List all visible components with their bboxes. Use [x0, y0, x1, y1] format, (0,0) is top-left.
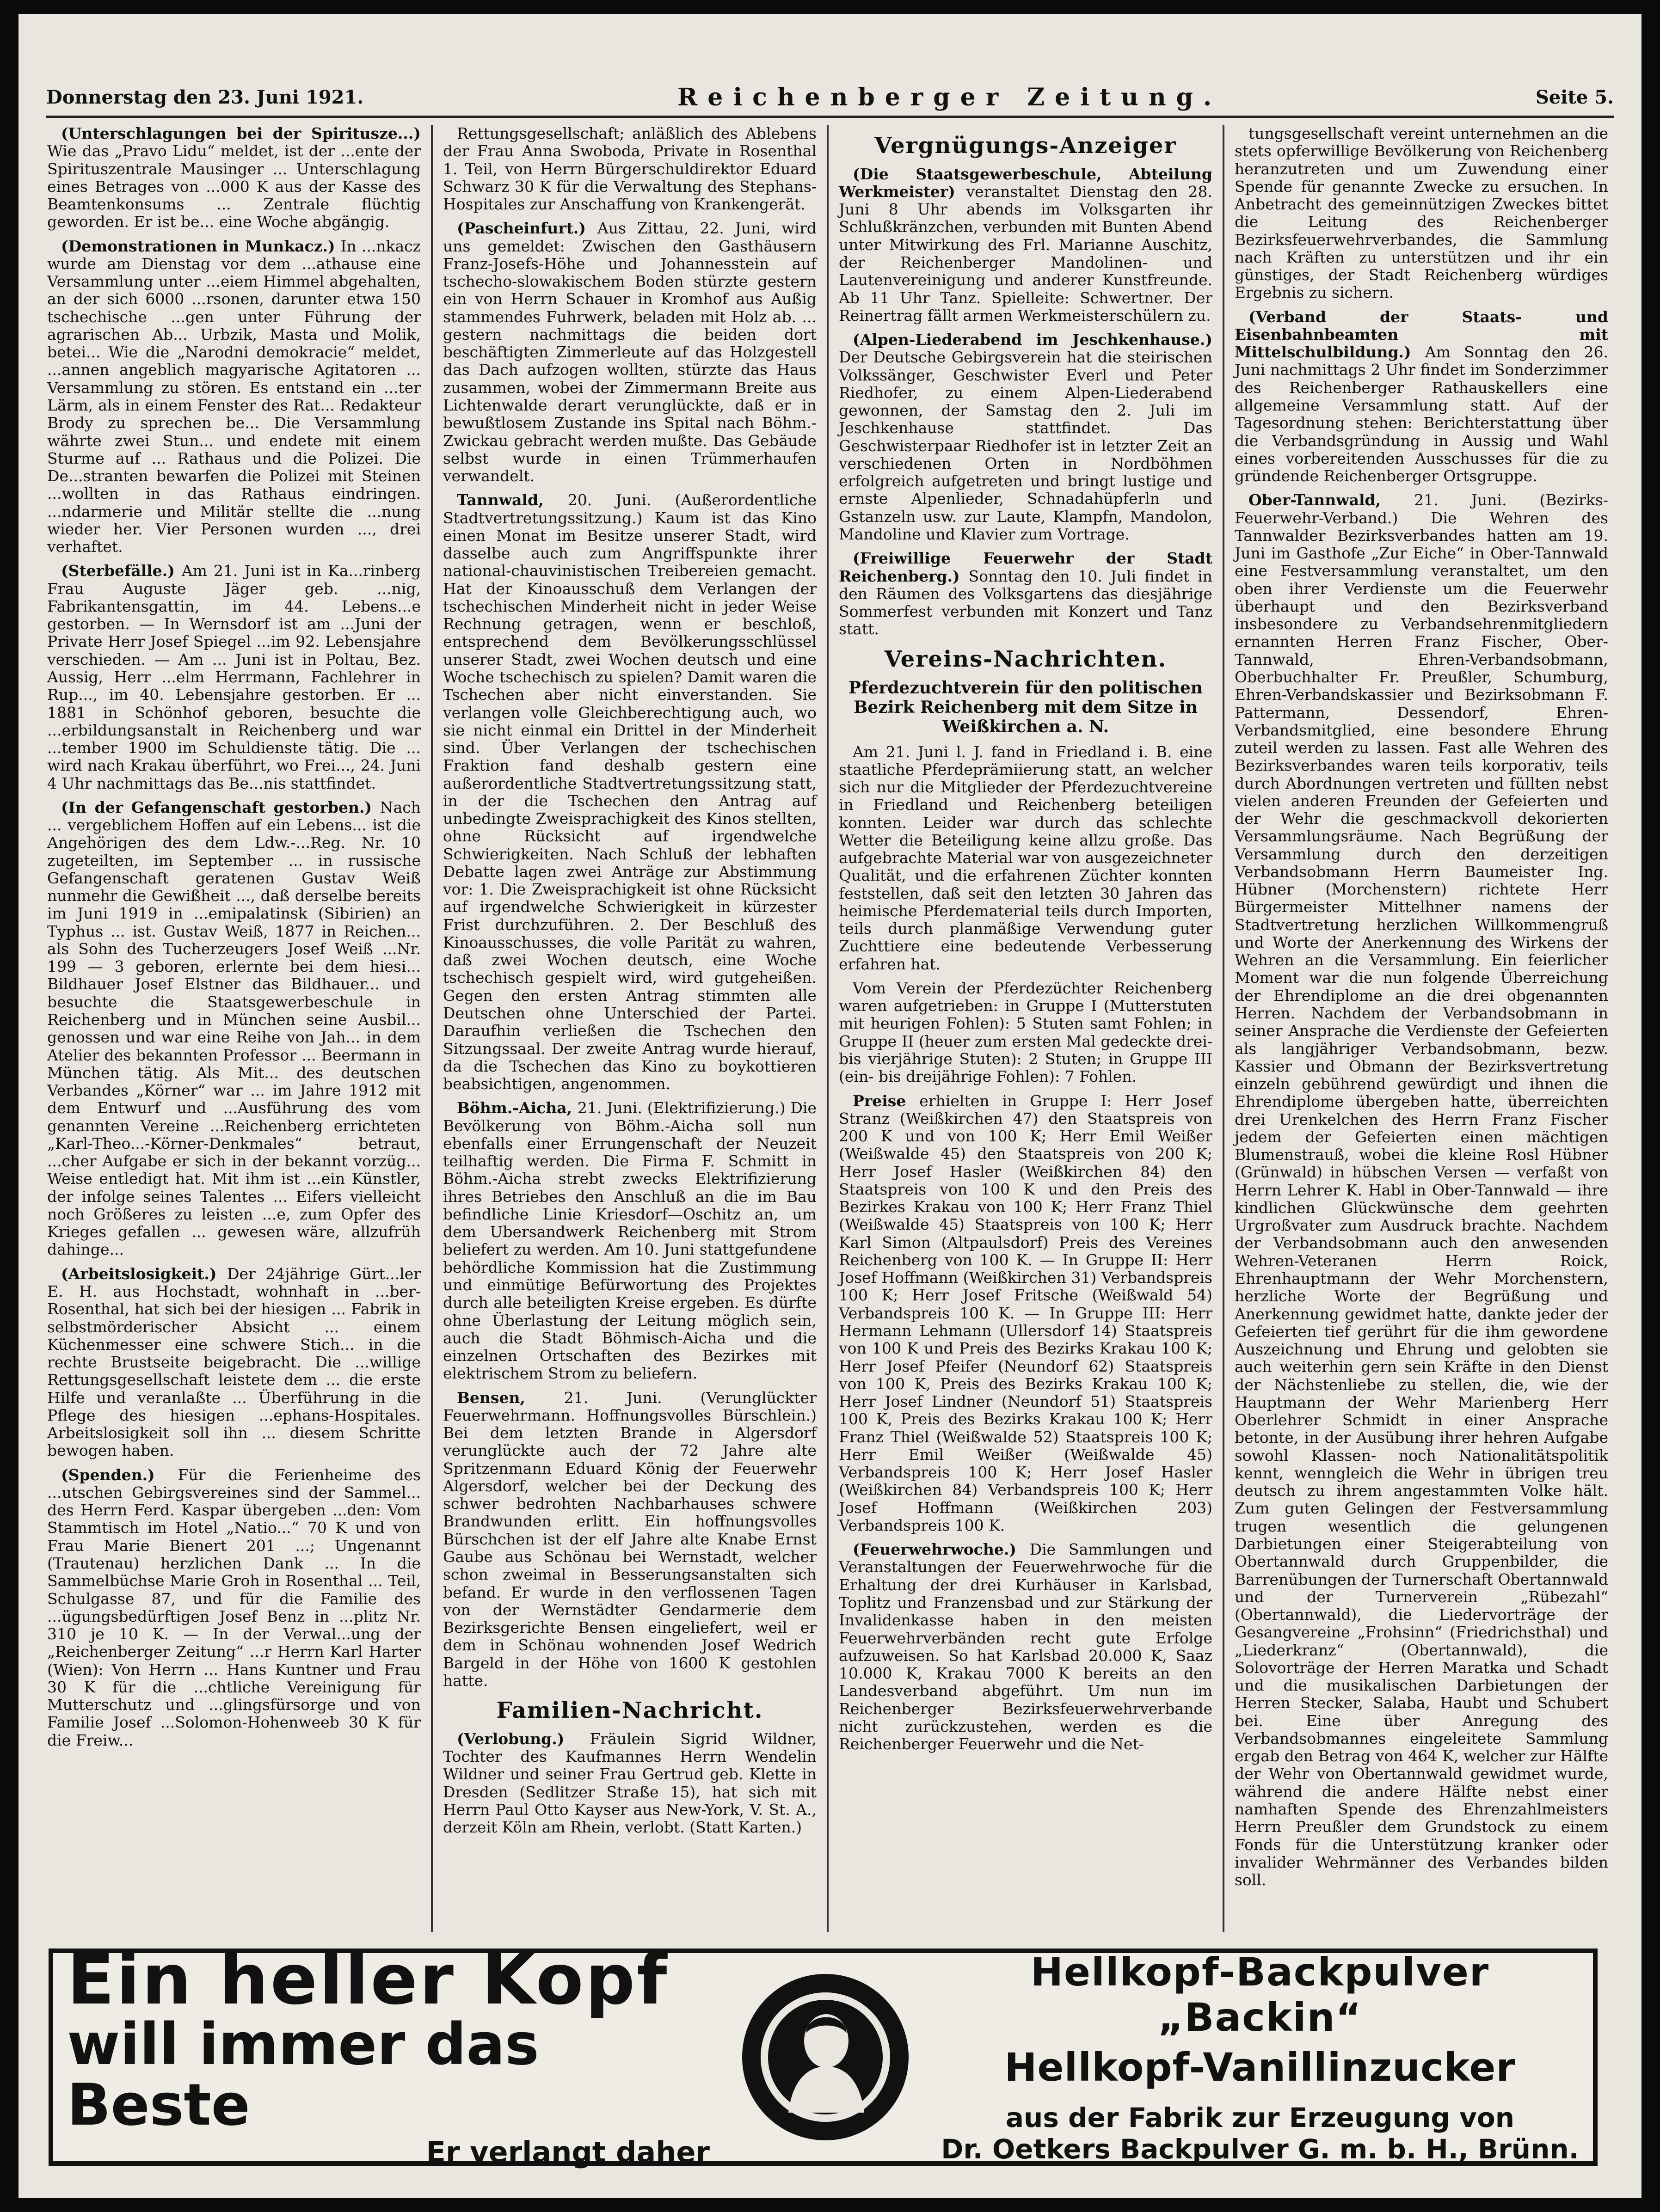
article-paragraph [47, 1265, 421, 1460]
column-4 [1224, 125, 1618, 1932]
article-keyword: (Feuerwehrwoche.) [853, 1540, 1030, 1559]
article-text: Aus Zittau, 22. Juni, wird uns gemeldet: Zwischen den Gasthäusern Franz-Josefs-Höhe und Johannesstein auf tschecho-slowakischem Boden stürzte gestern ein von Herrn Schauer in Kromhof aus Außig stammendes Fuhrwerk, beladen mit Holz ab. ... gestern nachmittags die beiden dort beschäftigten Zimmerleute auf das Holzgestell das Dach aufzogen wollten, stürzte das Haus zusammen, wobei der Zimmermann Breite aus Lichtenwalde derart verunglückte, daß er in bewußtlosem Zustande ins Spital nach Böhm.-Zwickau gebracht werden mußte. Das Gebäude selbst wurde in einen Trümmerhaufen verwandelt. [443, 219, 817, 485]
article-keyword: (Demonstrationen in Munkacz.) [61, 237, 341, 255]
header-date: Donnerstag den 23. Juni 1921. [46, 86, 364, 108]
article-paragraph [47, 562, 421, 792]
article-paragraph [839, 331, 1212, 543]
article-text: 21. Juni. (Elektrifizierung.) Die Bevölkerung von Böhm.-Aicha soll nun ebenfalls einer Errungenschaft der Neuzeit teilhaftig werden. Die Firma F. Schmitt in Böhm.-Aicha strebt zwecks Elektrifizierung ihres Betriebes den Anschluß an die im Bau befindliche Linie Kriesdorf—Oschitz an, um dem Ubersandwerk Reichenberg mit Strom beliefert zu werden. Am 10. Juni stattgefundene behördliche Kommission hat die Zustimmung und einmütige Befürwortung des Projektes durch alle beteiligten Kreise ergeben. Es dürfte ohne Überlastung der Leitung möglich sein, auch die Stadt Böhmisch-Aicha und die einzelnen Ortschaften des Bezirkes mit elektrischem Strom zu beliefern. [443, 1099, 817, 1383]
article-paragraph [839, 1541, 1212, 1753]
article-paragraph [839, 1092, 1212, 1535]
ad-product-backpulver: Hellkopf-Backpulver „Backin“ [1030, 1949, 1490, 2040]
article-text: In ...nkacz wurde am Dienstag vor dem ...athause eine Versammlung unter ...eiem Himmel abgehalten, an der sich 6000 ...rsonen, darunter etwa 150 tschechische ...gen unter Führung der agrarischen Ab... Urbzik, Masta und Molik, betei... Wie die „Narodni demokracie“ meldet, ...annen angeblich magyarische Agitatoren ... Versammlung zu stören. Es entstand ein ...ter Lärm, als in einem Fenster des Rat... Redakteur Brody zu sprechen be... Die Versammlung währte zwei Stun... und endete mit einem Sturme auf ... Rathaus und die Polizei. Die De...stranten bewarfen die Polizei mit Steinen ...wollten in das Rathaus eindringen. ...ndarmerie und Militär stellte die ...nung wieder her. Vier Personen wurden ..., drei verhaftet. [47, 237, 421, 556]
article-paragraph [839, 980, 1212, 1086]
ad-slogan-line-2: will immer das Beste [67, 2011, 539, 2138]
column-3 [829, 125, 1224, 1932]
article-text: Sonntag den 10. Juli findet in den Räumen des Volksgartens das diesjährige Sommerfest verbunden mit Konzert und Tanz statt. [839, 567, 1212, 638]
newspaper-page [18, 14, 1642, 2198]
section-heading: Vereins-Nachrichten. [884, 646, 1167, 672]
article-keyword: (Die Staatsgewerbeschule, Abteilung Werkmeister) [839, 165, 1212, 201]
article-text: tungsgesellschaft vereint unternehmen an die stets opferwillige Bevölkerung von Reichenberg heranzutreten und um Zuwendung einer Spende für genannte Zwecke zu ersuchen. In Anbetracht des gemeinnützigen Zweckes bittet die Leitung des Reichenberger Bezirksfeuerwehrverbandes, die Sammlung nach Kräften zu unterstützen und ihr ein günstiges, der Stadt Reichenberg würdiges Ergebnis zu sichern. [1235, 125, 1608, 302]
ad-slogan-line-3: Er verlangt daher [426, 2135, 710, 2169]
advertisement-oetker [49, 1940, 1598, 2169]
article-text: Am 21. Juni l. J. fand in Friedland i. B. eine staatliche Pferdeprämiierung statt, an welcher sich nur die Mitglieder der Pferdezuchtvereine in Friedland und Reichenberg beteiligen konnten. Leider war durch das schlechte Wetter die Beteiligung keine allzu große. Das aufgebrachte Material war von ausgezeichneter Qualität, und die erfahrenen Züchter konnten feststellen, daß seit den letzten 30 Jahren das heimische Pferdematerial teils durch Importen, teils durch planmäßige Verwendung guter Zuchttiere eine bedeutende Verbesserung erfahren hat. [839, 742, 1212, 973]
section-heading: Vergnügungs-Anzeiger [874, 133, 1177, 159]
article-paragraph [443, 220, 817, 485]
ad-slogan-line-1: Ein heller Kopf [67, 1940, 669, 2021]
article-keyword: Bensen, [457, 1388, 564, 1407]
article-text: Am 21. Juni ist in Ka...rinberg Frau Auguste Jäger geb. ...nig, Fabrikantensgattin, im 44. Lebens...e gestorben. — In Wernsdorf ist am ...Juni der Private Herr Josef Spiegel ...im 92. Lebensjahre verschieden. — Am ... Juni ist in Poltau, Bez. Aussig, Herr ...elm Herrmann, Fachlehrer in Rup..., im 40. Lebensjahre gestorben. Er ... 1881 in Schönhof geboren, besuchte die ...erbildungsanstalt in Reichenberg und war ...tember 1900 im Schuldienste tätig. Die ... wird nach Krakau überführt, wo Frei..., 24. Juni 4 Uhr nachmittags das Be...nis stattfindet. [47, 562, 421, 792]
article-keyword: Preise [853, 1091, 920, 1110]
article-paragraph [1235, 308, 1608, 485]
article-paragraph [443, 1389, 817, 1690]
article-paragraph [443, 1730, 817, 1837]
article-text: Vom Verein der Pferdezüchter Reichenberg waren aufgetrieben: in Gruppe I (Mutterstuten mit heurigen Fohlen): 5 Stuten samt Fohlen; in Gruppe II (heuer zum ersten Mal gedeckte drei- bis vierjährige Stuten): 2 Stuten; in Gruppe III (ein- bis dreijährige Fohlen): 7 Fohlen. [839, 979, 1212, 1086]
article-keyword: (In der Gefangenschaft gestorben.) [61, 798, 380, 816]
ad-producer-line-1: aus der Fabrik zur Erzeugung von [1005, 2102, 1515, 2133]
article-paragraph [47, 238, 421, 556]
article-keyword: (Alpen-Liederabend im Jeschkenhause.) [853, 331, 1212, 349]
article-text: Nach ... vergeblichem Hoffen auf ein Lebens... ist die Angehörigen des dem Ldw.-...Reg. Nr. 10 zugeteilten, im September ... in russische Gefangenschaft geratenen Gustav Weiß nunmehr die Gewißheit ..., daß derselbe bereits im Juni 1919 in ...emipalatinsk (Sibirien) an Typhus ... ist. Gustav Weiß, 1877 in Reichen... als Sohn des Tucherzeugers Josef Weiß ...Nr. 199 — 3 geboren, erlernte bei dem hiesi... Bildhauer Josef Elstner das Bildhauer... und besuchte die Staatsgewerbeschule in Reichenberg und in München seine Ausbil... genossen und war eine Reihe von Jah... in dem Atelier des bekannten Professor ... Beermann in München tätig. Als Mit... des deutschen Verbandes „Körner“ war ... im Jahre 1912 mit dem Entwurf und ...Ausführung des vom genannten Vereine ...Reichenberg errichteten „Karl-Theo...-Körner-Denkmales“ betraut, ...cher Aufgabe er sich in der bekannt vorzüg... Weise entledigt hat. Mit ihm ist ...ein Künstler, der infolge seines Talentes ... Eifers vielleicht noch Größeres zu leisten ...e, zum Opfer des Krieges gefallen ... gewesen wäre, allzufrüh dahinge... [47, 798, 421, 1259]
article-text: 21. Juni. (Bezirks-Feuerwehr-Verband.) Die Wehren des Tannwalder Bezirksverbandes hatten am 19. Juni im Gasthofe „Zur Eiche“ in Ober-Tannwald eine Festversammlung veranstaltet, um den oben ihrer Verdienste um die Feuerwehr überhaupt und den Bezirksverband insbesondere zu Verbandsehrenmitgliedern ernannten Herren Franz Fischer, Ober-Tannwald, Ehren-Verbandsobmann, Oberbuchhalter Fr. Preußler, Schumburg, Ehren-Verbandskassier und Bezirksobmann F. Pattermann, Dessendorf, Ehren-Verbandsmitglied, eine besondere Ehrung zuteil werden zu lassen. Fast alle Wehren des Bezirksverbandes waren teils korporativ, teils durch Abordnungen vertreten und füllten nebst vielen anderen Freunden der Gefeierten und der Wehr die geschmackvoll dekorierten Versammlungsräume. Nach Begrüßung der Versammlung durch den derzeitigen Verbandsobmann Herrn Baumeister Ing. Hübner (Morchenstern) richtete Herr Bürgermeister Mittelhner namens der Stadtvertretung herzlichen Willkommengruß und Worte der Anerkennung des Wirkens der Wehren an die Versammlung. Ein feierlicher Moment war die nun folgende Überreichung der Ehrendiplome an die drei obgenannten Herren. Nachdem der Verbandsobmann in seiner Ansprache die Verdienste der Gefeierten als langjähriger Verbandsobmann, bezw. Kassier und Obmann der Bezirksvertretung einzeln gebührend gewürdigt und ihnen die Ehrendiplome übergeben hatte, überreichten drei Urenkelchen des Herrn Franz Fischer jedem der Gefeierten einen mächtigen Blumenstrauß, wobei die kleine Rosl Hübner (Grünwald) in hübschen Versen — verfaßt von Herrn Lehrer K. Habl in Ober-Tannwald — ihre kindlichen Glückwünsche dem geehrten Urgroßvater zum Ausdruck brachte. Nachdem der Verbandsobmann auch den anwesenden Wehren-Veteranen Herrn Roick, Ehrenhauptmann der Wehr Morchenstern, herzliche Worte der Begrüßung und Anerkennung gewidmet hatte, dankte jeder der Gefeierten tief gerührt für die ihm gewordene Auszeichnung und Ehrung und gelobten sie auch weiterhin gern sein Kräfte in den Dienst der Nächstenliebe zu stellen, die, wie der Hauptmann der Wehr Marienberg Herr Oberlehrer Schmidt in einer Ansprache betonte, in der Ausübung ihrer hehren Aufgabe sowohl Klassen- noch Nationalitätspolitik kennt, wenngleich die Wehr in übrigen treu deutsch zu ihrem angestammten Volke hält. Zum guten Gelingen der Festversammlung trugen wesentlich die gelungenen Darbietungen einer Steigerabteilung von Obertannwald durch Gruppenbilder, die Barrenübungen der Turnerschaft Obertannwald und der Turnerverein „Rübezahl“ (Obertannwald), die Liedervorträge der Gesangvereine „Frohsinn“ (Friedrichsthal) und „Liederkranz“ (Obertannwald), die Solovorträge der Herren Maratka und Schadt und die musikalischen Darbietungen der Herren Stecker, Salaba, Haubt und Schubert bei. Eine über Anregung des Verbandsobmannes eingeleitete Sammlung ergab den Betrag von 464 K, welcher zur Hälfte der Wehr von Obertannwald gewidmet wurde, während die andere Hälfte nebst einer namhaften Spende des Ehrenzahlmeisters Herrn Preußler dem Grundstock zu einem Fonds für die Unterstützung kranker oder invalider Wehrmänner des Verbandes bilden soll. [1235, 491, 1608, 1889]
article-paragraph [839, 550, 1212, 638]
article-paragraph [839, 165, 1212, 325]
article-keyword: Böhm.-Aicha, [457, 1099, 578, 1117]
article-columns [37, 125, 1618, 1932]
article-paragraph [1235, 125, 1608, 302]
header-page-number: Seite 5. [1535, 86, 1614, 108]
column-2 [433, 125, 829, 1932]
article-text: 20. Juni. (Außerordentliche Stadtvertretungssitzung.) Kaum ist das Kino einen Monat im Besitze unserer Stadt, wird dasselbe auch zum Angriffspunkte ihrer national-chauvinistischen Treibereien gemacht. Hat der Kinoausschuß dem Verlangen der tschechischen Minderheit nicht in jeder Weise Rechnung getragen, wenn er beschloß, entsprechend dem Bevölkerungsschlüssel unserer Stadt, zwei Wochen deutsch und eine Woche tschechisch zu spielen? Damit waren die Tschechen aber nicht einverstanden. Sie verlangen volle Gleichberechtigung auch, wo sie nicht einmal ein Drittel in der Minderheit sind. Über Verlangen der tschechischen Fraktion fand deshalb gestern eine außerordentliche Stadtvertretungssitzung statt, in der die Tschechen den Antrag auf unbedingte Zweisprachigkeit des Kinos stellten, ohne Rücksicht auf irgendwelche Schwierigkeiten. Nach Schluß der lebhaften Debatte lagen zwei Anträge zur Abstimmung vor: 1. Die Zweisprachigkeit ist ohne Rücksicht auf irgendwelche Schwierigkeit in kürzester Frist durchzuführen. 2. Der Beschluß des Kinoausschusses, die volle Parität zu wahren, daß zwei Wochen deutsch, eine Woche tschechisch gespielt wird, wird gutgeheißen. Gegen den ersten Antrag stimmten alle Deutschen ohne Unterschied der Partei. Daraufhin verließen die Tschechen den Sitzungssaal. Der zweite Antrag wurde hierauf, da die Tschechen das Kino zu boykottieren beabsichtigen, angenommen. [443, 491, 817, 1093]
article-keyword: (Sterbefälle.) [61, 562, 182, 580]
section-heading: Familien-Nachricht. [496, 1697, 763, 1724]
article-paragraph [443, 1099, 817, 1382]
ad-producer-line-2: Dr. Oetkers Backpulver G. m. b. H., Brünn. [941, 2133, 1579, 2165]
article-text: Die Sammlungen und Veranstaltungen der Feuerwehrwoche für die Erhaltung der drei Kurhäuser in Karlsbad, Toplitz und Franzensbad und zur Stärkung der Invalidenkasse haben in den meisten Feuerwehrverbänden recht gute Erfolge aufzuweisen. So hat Karlsbad 20.000 K, Saaz 10.000 K, Krakau 7000 K bereits an den Landesverband abgeführt. Um nun im Reichenberger Bezirksfeuerwehrverbande nicht zurückzustehen, werden es die Reichenberger Feuerwehr und die Net- [839, 1540, 1212, 1753]
article-text: Rettungsgesellschaft; anläßlich des Ablebens der Frau Anna Swoboda, Private in Rosenthal 1. Teil, von Herrn Bürgerschuldirektor Eduard Schwarz 30 K für die Verwaltung des Stephans-Hospitales zur Anschaffung von Krankengerät. [443, 125, 817, 214]
article-text: Fräulein Sigrid Wildner, Tochter des Kaufmannes Herrn Wendelin Wildner und seiner Frau Gertrud geb. Klette in Dresden (Sedlitzer Straße 15), hat sich mit Herrn Paul Otto Kayser aus New-York, V. St. A., derzeit Köln am Rhein, verlobt. (Statt Karten.) [443, 1729, 817, 1837]
article-text: Der Deutsche Gebirgsverein hat die steirischen Volkssänger, Geschwister Everl und Peter Riedhofer, zu einem Alpen-Liederabend gewonnen, der Samstag den 2. Juli im Jeschkenhause stattfindet. Das Geschwisterpaar Riedhofer ist in letzter Zeit an verschiedenen Orten in Nordböhmen erfolgreich aufgetreten und bringt lustige und ernste Alpenlieder, Schnadahüpferln und Gstanzeln usw. zur Laute, Klampfn, Mandolon, Mandoline und Klavier zum Vortrage. [839, 348, 1212, 543]
ad-product-vanillinzucker: Hellkopf-Vanillinzucker [1004, 2045, 1516, 2090]
article-keyword: Tannwald, [457, 491, 568, 509]
article-paragraph [47, 799, 421, 1259]
article-text: Der 24jährige Gürt...ler E. H. aus Hochstadt, wohnhaft in ...ber-Rosenthal, hat sich bei der hiesigen ... Fabrik in selbstmörderischer Absicht ... einem Küchenmesser eine schwere Stich... in die rechte Brustseite beigebracht. Die ...willige Rettungsgesellschaft leistete dem ... die erste Hilfe und veranlaßte ... Überführung in die Pflege des hiesigen ...ephans-Hospitales. Arbeitslosigkeit soll ihn ... diesem Schritte bewogen haben. [47, 1264, 421, 1460]
article-keyword: Ober-Tannwald, [1248, 491, 1414, 509]
article-text: Am Sonntag den 26. Juni nachmittags 2 Uhr findet im Sonderzimmer des Reichenberger Rathauskellers eine allgemeine Versammlung statt. Auf der Tagesordnung stehen: Berichterstattung über die Verbandsgründung in Aussig und Wahl eines vorbereitenden Ausschusses für die zu gründende Reichenberger Ortsgruppe. [1235, 343, 1608, 485]
article-keyword: (Pascheinfurt.) [457, 219, 597, 238]
article-keyword: (Unterschlagungen bei der Spiritusze...) [61, 125, 421, 142]
article-keyword: (Verband der Staats- und Eisenbahnbeamten mit Mittelschulbildung.) [1235, 307, 1608, 362]
article-paragraph [47, 1466, 421, 1749]
sub-heading: Pferdezuchtverein für den politischen Bezirk Reichenberg mit dem Sitze in Weißkirchen a. N. [848, 678, 1203, 736]
article-text: veranstaltet Dienstag den 28. Juni 8 Uhr abends im Volksgarten ihr Schlußkränzchen, verbunden mit Bunten Abend unter Mitwirkung des Frl. Marianne Auschitz, der Reichenberger Mandolinen- und Lautenvereinigung und anderer Kunstfreunde. Ab 11 Uhr Tanz. Spielleite: Schwertner. Der Reinertrag fällt armen Werkmeisterschülern zu. [839, 182, 1212, 325]
article-text: Für die Ferienheime des ...utschen Gebirgsvereines sind der Sammel... des Herrn Ferd. Kaspar übergeben ...den: Vom Stammtisch im Hotel „Natio...“ 70 K und von Frau Marie Bienert 201 ...; Ungenannt (Trautenau) herzlichen Dank ... In die Sammelbüchse Marie Groh in Rosenthal ... Teil, Schulgasse 87, und für die Familie des ...ügungsbedürftigen Josef Benz in ...plitz Nr. 310 je 10 K. — In der Verwal...ung der „Reichenberger Zeitung“ ...r Herrn Karl Harter (Wien): Von Herrn ... Hans Kuntner und Frau 30 K für die ...chtliche Vereinigung für Mutterschutz und ...glingsfürsorge und von Familie Josef ...Solomon-Hohenweeb 30 K für die Freiw... [47, 1465, 421, 1749]
article-keyword: (Spenden.) [61, 1465, 178, 1484]
column-1 [37, 125, 433, 1932]
article-text: 21. Juni. (Verunglückter Feuerwehrmann. Hoffnungsvolles Bürschlein.) Bei dem letzten Brande in Algersdorf verunglückte auch der 72 Jahre alte Spritzenmann Eduard König der Feuerwehr Algersdorf, welcher bei der Deckung des schwer bedrohten Nachbarhauses schwere Brandwunden erlitt. Ein hoffnungsvolles Bürschchen ist der elf Jahre alte Knabe Ernst Gaube aus Schönau bei Wernstadt, welcher schon zweimal in Besserungsanstalten sich befand. Er wurde in den verflossenen Tagen von der Wernstädter Gendarmerie dem Bezirksgerichte Bensen eingeliefert, weil er dem in Schönau wohnenden Josef Wedrich Bargeld in der Höhe von 1600 K gestohlen hatte. [443, 1388, 817, 1690]
article-text: erhielten in Gruppe I: Herr Josef Stranz (Weißkirchen 47) den Staatspreis von 200 K und von 100 K; Herr Emil Weißer (Weißwalde 45) den Staatspreis von 200 K; Herr Josef Hasler (Weißkirchen 84) den Staatspreis von 100 K und den Preis des Bezirkes Krakau von 100 K; Herr Franz Thiel (Weißwalde 45) Staatspreis von 100 K; Herr Karl Simon (Altpaulsdorf) Preis des Vereines Reichenberg von 100 K. — In Gruppe II: Herr Josef Hoffmann (Weißkirchen 31) Verbandspreis 100 K; Herr Josef Fritsche (Weißwald 54) Verbandspreis 100 K. — In Gruppe III: Herr Hermann Lehmann (Ullersdorf 14) Staatspreis von 100 K und Preis des Bezirks Krakau 100 K; Herr Josef Pfeifer (Neundorf 62) Staatspreis von 100 K, Preis des Bezirks Krakau 100 K; Herr Josef Lindner (Neundorf 51) Staatspreis 100 K, Preis des Bezirks Krakau 100 K; Herr Franz Thiel (Weißwalde 52) Staatspreis 100 K; Herr Emil Weißer (Weißwalde 45) Verbandspreis 100 K; Herr Josef Hasler (Weißkirchen 84) Verbandspreis 100 K; Herr Josef Hoffmann (Weißkirchen 203) Verbandspreis 100 K. [839, 1091, 1213, 1534]
header-masthead: Reichenberger Zeitung. [677, 83, 1222, 111]
article-keyword: (Freiwillige Feuerwehr der Stadt Reichenberg.) [839, 549, 1212, 585]
ad-product-block [927, 1949, 1593, 2165]
page-header [46, 79, 1614, 118]
article-keyword: (Verlobung.) [457, 1729, 590, 1748]
article-paragraph [839, 743, 1212, 973]
article-paragraph [443, 491, 817, 1093]
article-paragraph [443, 125, 817, 213]
article-paragraph [47, 125, 421, 231]
brand-portrait-logo-icon [742, 1974, 909, 2140]
article-text: Wie das „Pravo Lidu“ meldet, ist der ...ente der Spirituszentrale Mausinger ... Unterschlagung eines Betrages von ...000 K aus der Kasse des Beamtenkonsums ... Zentrale flüchtig geworden. Er ist be... eine Woche abgängig. [47, 142, 421, 231]
article-keyword: (Arbeitslosigkeit.) [61, 1264, 227, 1283]
ad-slogan-block [53, 1940, 724, 2169]
article-paragraph [1235, 491, 1608, 1889]
